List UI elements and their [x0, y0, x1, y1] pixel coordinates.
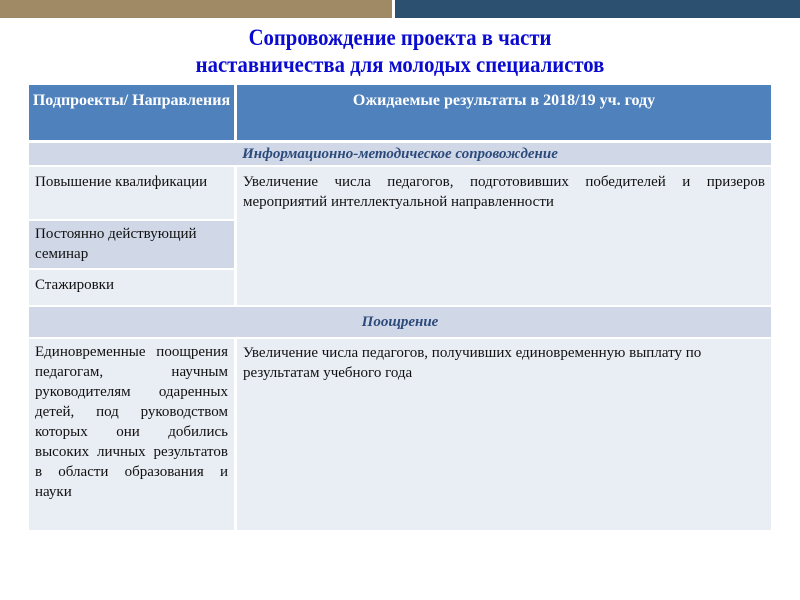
subproject-cell: Стажировки — [29, 270, 234, 305]
section-title-info-methodical: Информационно-методическое сопровождение — [29, 143, 771, 165]
top-bar-tan — [0, 0, 392, 18]
section-title-encouragement: Поощрение — [29, 307, 771, 337]
result-cell: Увеличение числа педагогов, подготовивших победителей и призеров мероприятий интеллектуальной направленности — [237, 167, 771, 305]
title-line-2: наставничества для молодых специалистов — [195, 52, 605, 77]
subproject-cell: Единовременные поощрения педагогам, научным руководителям одаренных детей, под руководством которых они добились высоких личных результатов в области образования и науки — [29, 339, 234, 530]
slide-title — [40, 24, 760, 78]
top-bar-blue — [395, 0, 800, 18]
subproject-cell: Повышение квалификации — [29, 167, 234, 219]
title-line-1: Сопровождение проекта в части — [248, 25, 552, 50]
header-subprojects: Подпроекты/ Направления — [29, 85, 234, 140]
header-results: Ожидаемые результаты в 2018/19 уч. году — [237, 85, 771, 140]
result-cell: Увеличение числа педагогов, получивших единовременную выплату по результатам учебного года — [237, 339, 771, 530]
subproject-cell: Постоянно действующий семинар — [29, 221, 234, 268]
